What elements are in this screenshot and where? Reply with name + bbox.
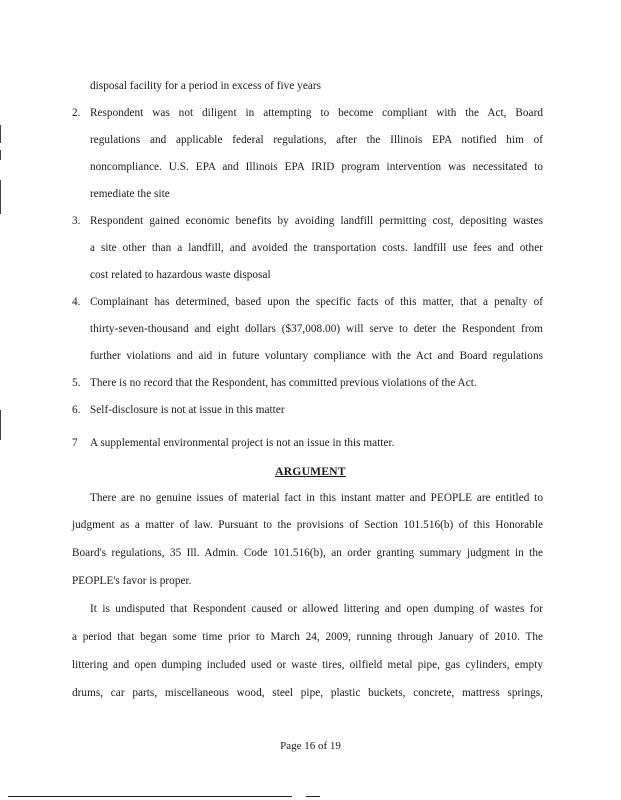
body-line: regulations and applicable federal regulations, after the Illinois EPA notified him of	[90, 134, 543, 146]
body-line: thirty-seven-thousand and eight dollars ($37,008.00) will serve to deter the Respondent from	[90, 323, 543, 335]
body-line: cost related to hazardous waste disposal	[90, 269, 271, 281]
body-line: a site other than a landfill, and avoided the transportation costs. landfill use fees and other	[90, 242, 543, 254]
scan-edge-mark	[0, 150, 1, 160]
scan-bottom-rule	[8, 796, 292, 797]
scan-edge-mark	[0, 125, 1, 143]
list-item-number: 6.	[72, 404, 81, 416]
body-line: drums, car parts, miscellaneous wood, steel pipe, plastic buckets, concrete, mattress springs,	[72, 687, 543, 699]
list-item-number: 2.	[72, 107, 81, 119]
body-line: noncompliance. U.S. EPA and Illinois EPA IRID program intervention was necessitated to	[90, 161, 543, 173]
body-line: remediate the site	[90, 188, 170, 200]
body-line: There is no record that the Respondent, has committed previous violations of the Act.	[90, 377, 477, 389]
body-line: judgment as a matter of law. Pursuant to the provisions of Section 101.516(b) of this Honorable	[72, 519, 543, 531]
list-item-number: 3.	[72, 215, 81, 227]
body-line: further violations and aid in future voluntary compliance with the Act and Board regulations	[90, 350, 543, 362]
body-line: A supplemental environmental project is not an issue in this matter.	[90, 437, 395, 449]
body-line: Respondent gained economic benefits by avoiding landfill permitting cost, depositing wastes	[90, 215, 543, 227]
section-heading: ARGUMENT	[275, 466, 346, 478]
body-line: PEOPLE's favor is proper.	[72, 575, 192, 587]
body-line: It is undisputed that Respondent caused or allowed littering and open dumping of wastes for	[90, 603, 543, 615]
list-item-number: 4.	[72, 296, 81, 308]
body-line: littering and open dumping included used or waste tires, oilfield metal pipe, gas cylinders, empty	[72, 659, 543, 671]
body-line: Self-disclosure is not at issue in this matter	[90, 404, 285, 416]
list-item-number: 5.	[72, 377, 81, 389]
body-line: Complainant has determined, based upon the specific facts of this matter, that a penalty of	[90, 296, 543, 308]
page-number: Page 16 of 19	[280, 740, 341, 752]
body-line: disposal facility for a period in excess of five years	[90, 80, 322, 92]
body-line: a period that began some time prior to March 24, 2009, running through January of 2010. The	[72, 631, 543, 643]
scan-bottom-rule	[306, 796, 320, 797]
body-line: There are no genuine issues of material fact in this instant matter and PEOPLE are entitled to	[90, 492, 543, 504]
list-item-number: 7	[72, 437, 78, 449]
body-line: Respondent was not diligent in attempting to become compliant with the Act, Board	[90, 107, 543, 119]
scan-edge-mark	[0, 410, 1, 440]
body-line: Board's regulations, 35 Ill. Admin. Code 101.516(b), an order granting summary judgment in the	[72, 547, 543, 559]
scan-edge-mark	[0, 180, 1, 214]
